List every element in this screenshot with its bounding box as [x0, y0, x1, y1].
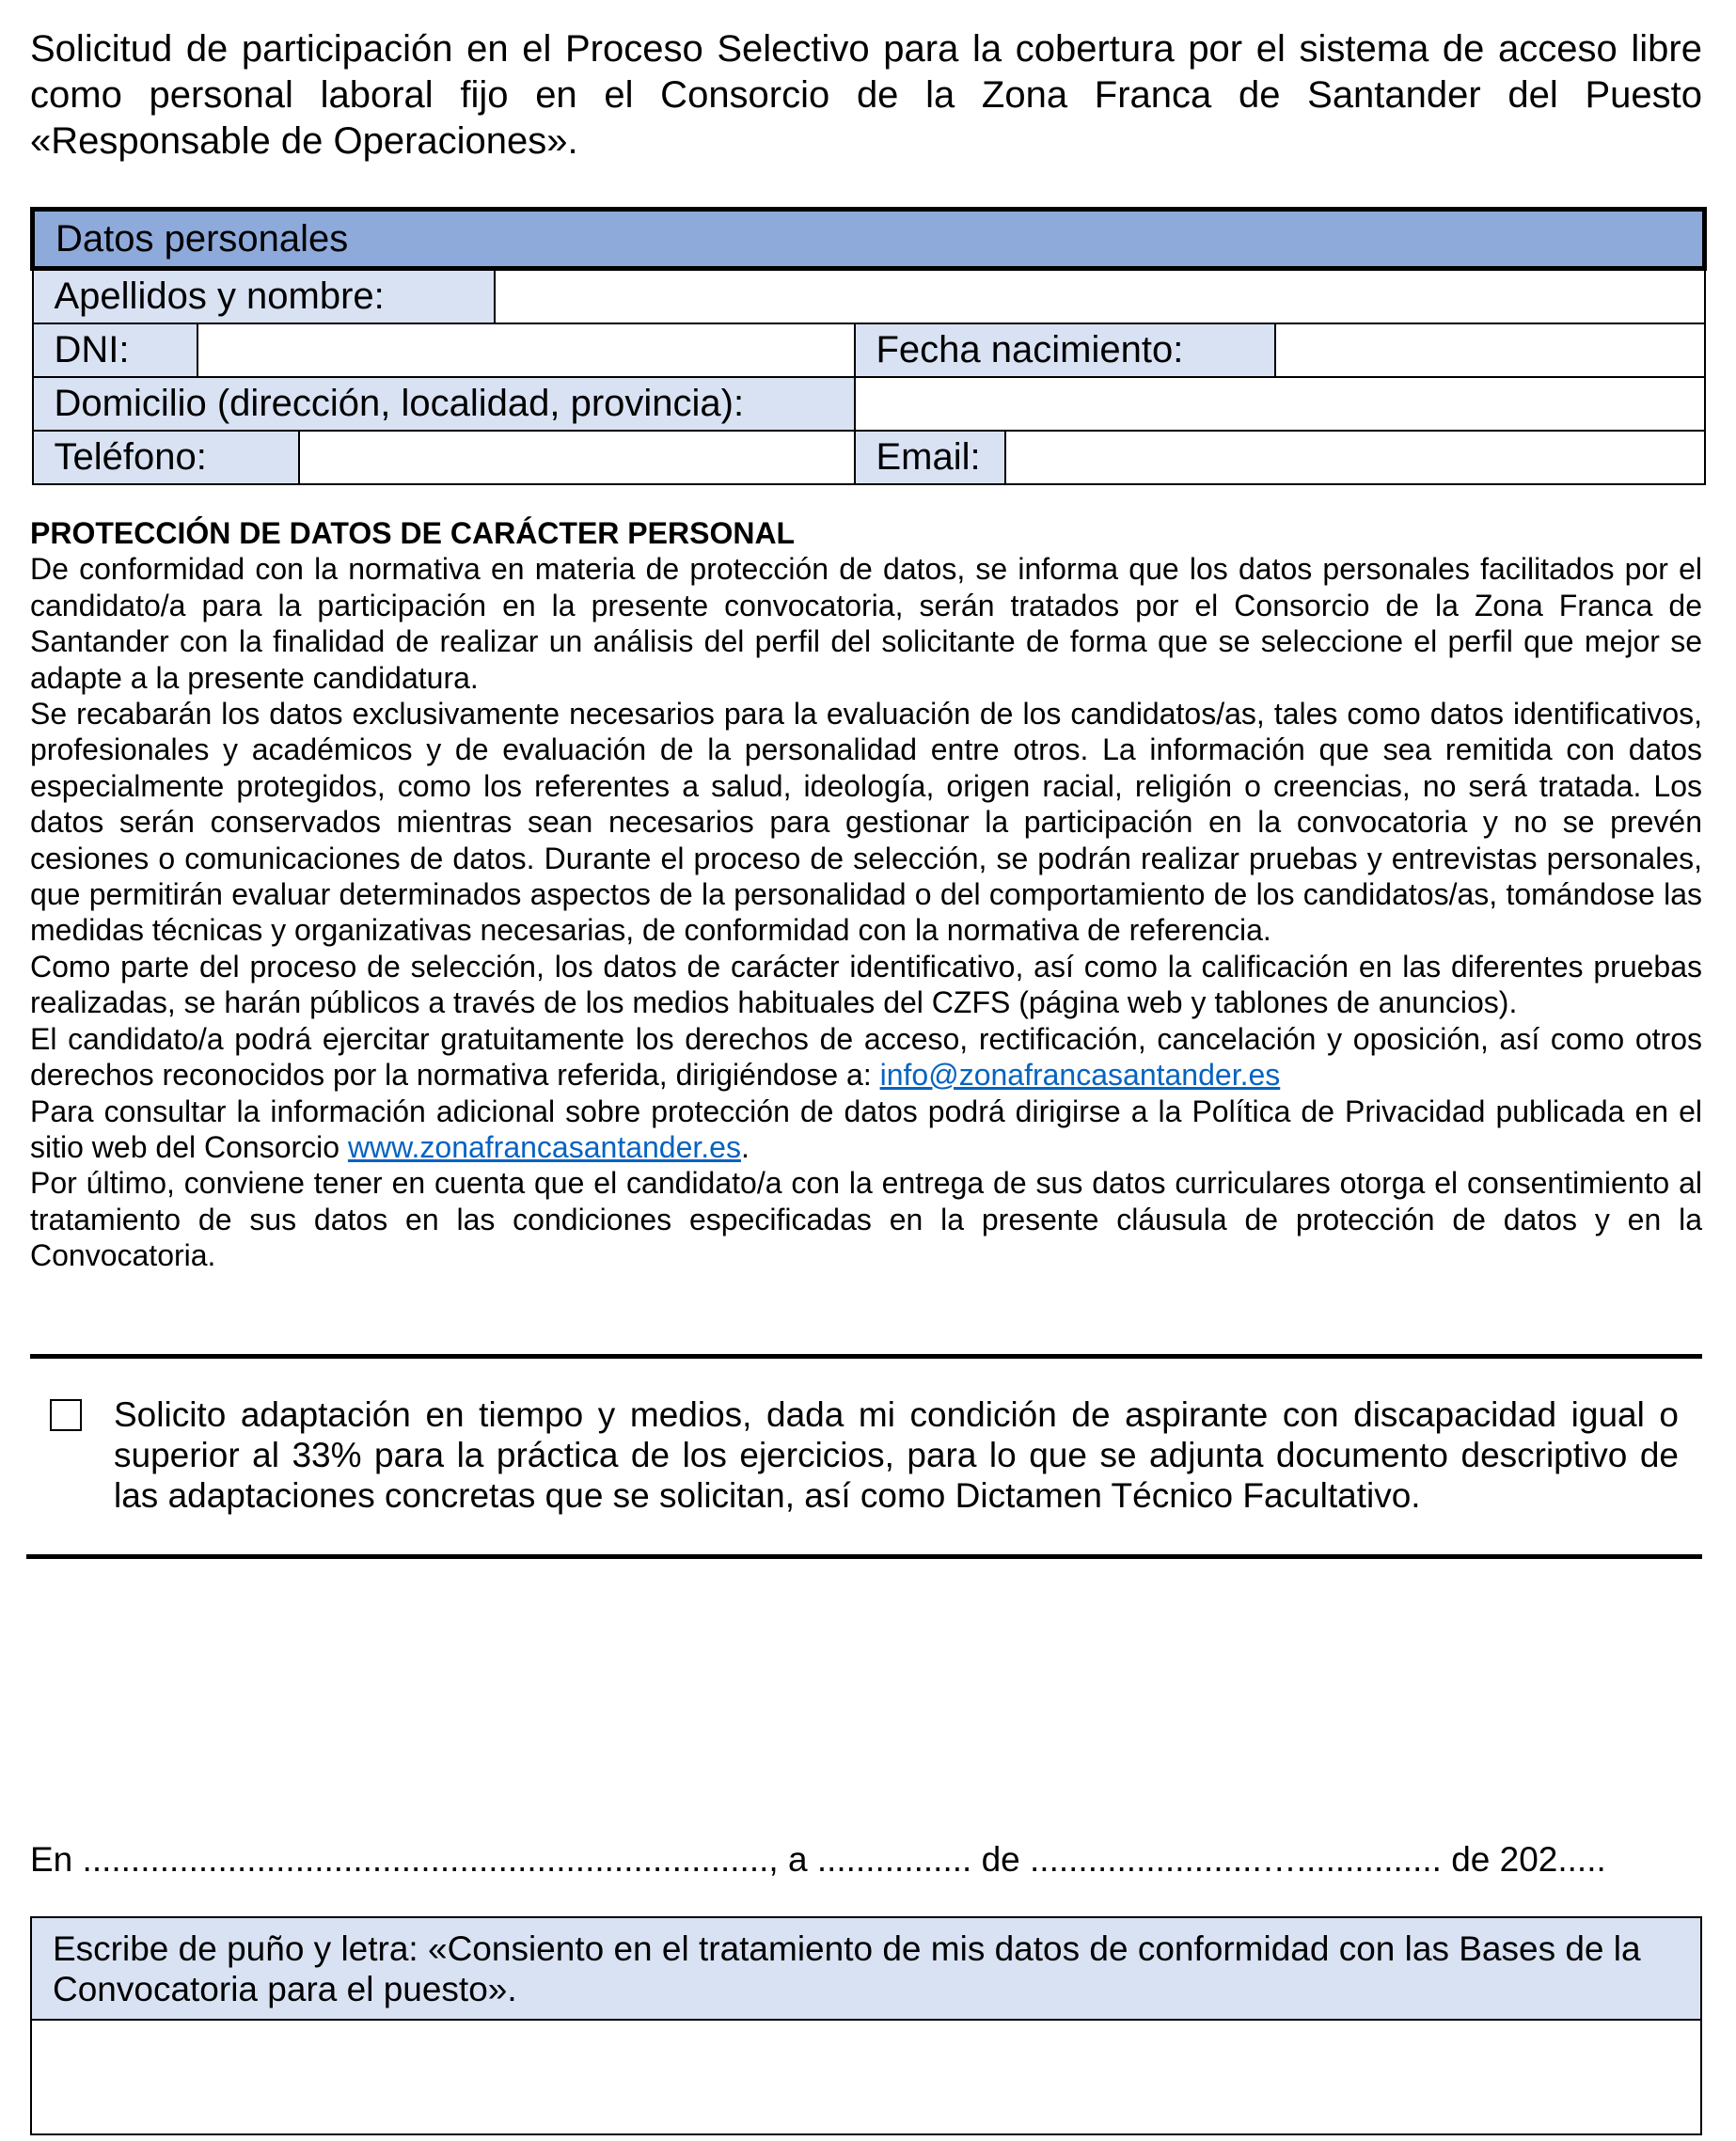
data-protection-paragraph: Como parte del proceso de selección, los datos de carácter identificativo, así como la calificación en las diferentes pruebas realizadas, se harán públicos a través de los medios habituales del CZFS (página web y tablones de anuncios). [30, 949, 1702, 1020]
dni-field[interactable] [197, 323, 855, 377]
birthdate-label: Fecha nacimiento: [855, 323, 1275, 377]
phone-field[interactable] [299, 431, 855, 484]
data-protection-paragraph: De conformidad con la normativa en materia de protección de datos, se informa que los datos personales facilitados por el candidato/a para la participación en la presente convocatoria, serán tratados por el Consorcio de la Zona Franca de Santander con la finalidad de realizar un análisis del perfil del solicitante de forma que se seleccione el perfil que mejor se adapte a la presente candidatura. [30, 552, 1702, 695]
consent-instruction: Escribe de puño y letra: «Consiento en el tratamiento de mis datos de conformidad con las Bases de la Convocatoria para el puesto». [32, 1918, 1700, 2021]
dni-label: DNI: [33, 323, 197, 377]
data-protection-title: PROTECCIÓN DE DATOS DE CARÁCTER PERSONAL [30, 516, 796, 550]
rights-text: El candidato/a podrá ejercitar gratuitamente los derechos de acceso, rectificación, cancelación y oposición, así como otros derechos reconocidos por la normativa referida, dirigiéndose a: [30, 1021, 1702, 1093]
adaptation-checkbox[interactable] [50, 1399, 82, 1431]
email-link[interactable]: info@zonafrancasantander.es [879, 1058, 1281, 1093]
data-protection-paragraph [30, 1094, 1702, 1166]
email-field[interactable] [1005, 431, 1705, 484]
privacy-text: Para consultar la información adicional sobre protección de datos podrá dirigirse a la Política de Privacidad publicada en el sitio web del Consorcio [30, 1094, 1702, 1164]
data-protection-paragraph: Se recabarán los datos exclusivamente necesarios para la evaluación de los candidatos/as, tales como datos identificativos, profesionales y académicos y de evaluación de la personalidad entre otros. La información que sea remitida con datos especialmente protegidos, como los referentes a salud, ideología, origen racial, religión o creencias, no será tratada. Los datos serán conservados mientras sean necesarios para gestionar la participación en la convocatoria y no se prevén cesiones o comunicaciones de datos. Durante el proceso de selección, se podrán realizar pruebas y entrevistas personales, que permitirán evaluar determinados aspectos de la personalidad o del comportamiento de los candidatos/as, tomándose las medidas técnicas y organizativas necesarias, de conformidad con la normativa de referencia. [30, 697, 1702, 948]
phone-label: Teléfono: [33, 431, 299, 484]
divider [26, 1554, 1702, 1559]
email-label: Email: [855, 431, 1005, 484]
data-protection-section [30, 515, 1702, 1274]
page-title: Solicitud de participación en el Proceso Selectivo para la cobertura por el sistema de acceso libre como personal laboral fijo en el Consorcio de la Zona Franca de Santander del Puesto «Responsable de Operaciones». [30, 28, 1702, 162]
document-page [30, 26, 1702, 2008]
name-label: Apellidos y nombre: [33, 269, 495, 324]
address-field[interactable] [855, 377, 1705, 431]
address-label: Domicilio (dirección, localidad, provincia): [33, 377, 855, 431]
consent-box [30, 1916, 1702, 2135]
website-link[interactable]: www.zonafrancasantander.es [347, 1129, 741, 1164]
place-date-line: En ......................................................................., a ................ de ........................…............... de 202..... [30, 1840, 1606, 1879]
data-protection-paragraph [30, 1021, 1702, 1094]
name-field[interactable] [495, 269, 1705, 324]
birthdate-field[interactable] [1275, 323, 1705, 377]
personal-data-table [30, 207, 1707, 485]
consent-handwriting-field[interactable] [32, 2021, 1700, 2133]
personal-data-header: Datos personales [33, 210, 1705, 269]
divider [30, 1354, 1702, 1359]
adaptation-text: Solicito adaptación en tiempo y medios, dada mi condición de aspirante con discapacidad igual o superior al 33% para la práctica de los ejercicios, para lo que se adjunta documento descriptivo de las adaptaciones concretas que se solicitan, así como Dictamen Técnico Facultativo. [114, 1395, 1679, 1515]
privacy-text-end: . [740, 1129, 750, 1164]
data-protection-paragraph: Por último, conviene tener en cuenta que el candidato/a con la entrega de sus datos curriculares otorga el consentimiento al tratamiento de sus datos en las condiciones especificadas en la presente cláusula de protección de datos y en la Convocatoria. [30, 1166, 1702, 1273]
